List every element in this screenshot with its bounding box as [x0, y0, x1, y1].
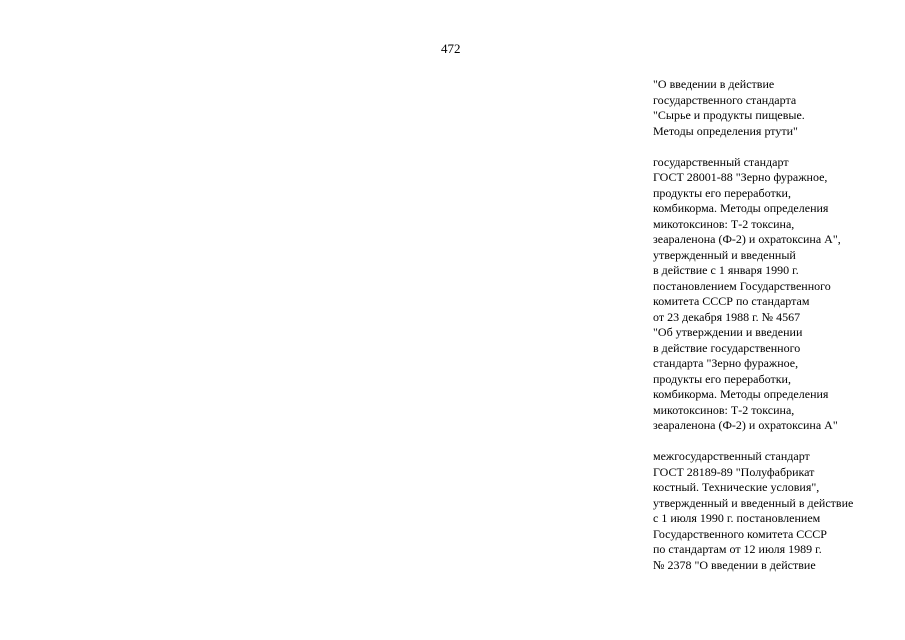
text-line: зеараленона (Ф-2) и охратоксина А", [653, 232, 841, 246]
text-line: комитета СССР по стандартам [653, 294, 810, 308]
text-line: с 1 июля 1990 г. постановлением [653, 511, 821, 525]
text-line: зеараленона (Ф-2) и охратоксина А" [653, 418, 838, 432]
text-line: по стандартам от 12 июля 1989 г. [653, 542, 822, 556]
text-line: Государственного комитета СССР [653, 526, 827, 541]
text-line: микотоксинов: Т-2 токсина, [653, 216, 795, 231]
document-text-column [653, 77, 898, 573]
text-line: межгосударственный стандарт [653, 449, 810, 463]
text-line: утвержденный и введенный [653, 247, 796, 262]
text-line: "О введении в действие [653, 77, 775, 91]
text-line: Методы определения ртути" [653, 123, 798, 138]
text-line: постановлением Государственного [653, 278, 831, 293]
text-line: продукты его переработки, [653, 371, 791, 386]
text-line: от 23 декабря 1988 г. № 4567 [653, 309, 801, 324]
text-line: "Сырье и продукты пищевые. [653, 108, 805, 122]
text-line: "Об утверждении и введении [653, 325, 803, 339]
text-line: комбикорма. Методы определения [653, 387, 829, 401]
text-line: в действие государственного [653, 340, 801, 355]
paragraph-gost-28001-88 [653, 155, 898, 434]
paragraph-gost-28189-89 [653, 449, 898, 573]
text-line: ГОСТ 28001-88 "Зерно фуражное, [653, 170, 828, 184]
text-line: № 2378 "О введении в действие [653, 557, 816, 572]
text-line: ГОСТ 28189-89 "Полуфабрикат [653, 464, 815, 479]
text-line: государственного стандарта [653, 92, 797, 107]
text-line: в действие с 1 января 1990 г. [653, 263, 799, 277]
paragraph-standard-mercury-decree [653, 77, 898, 139]
text-line: стандарта "Зерно фуражное, [653, 356, 799, 370]
text-line: утвержденный и введенный в действие [653, 495, 854, 510]
text-line: комбикорма. Методы определения [653, 201, 829, 215]
text-line: костный. Технические условия", [653, 480, 820, 494]
page-number: 472 [441, 41, 461, 56]
text-line: микотоксинов: Т-2 токсина, [653, 402, 795, 417]
text-line: продукты его переработки, [653, 185, 791, 200]
text-line: государственный стандарт [653, 154, 789, 169]
